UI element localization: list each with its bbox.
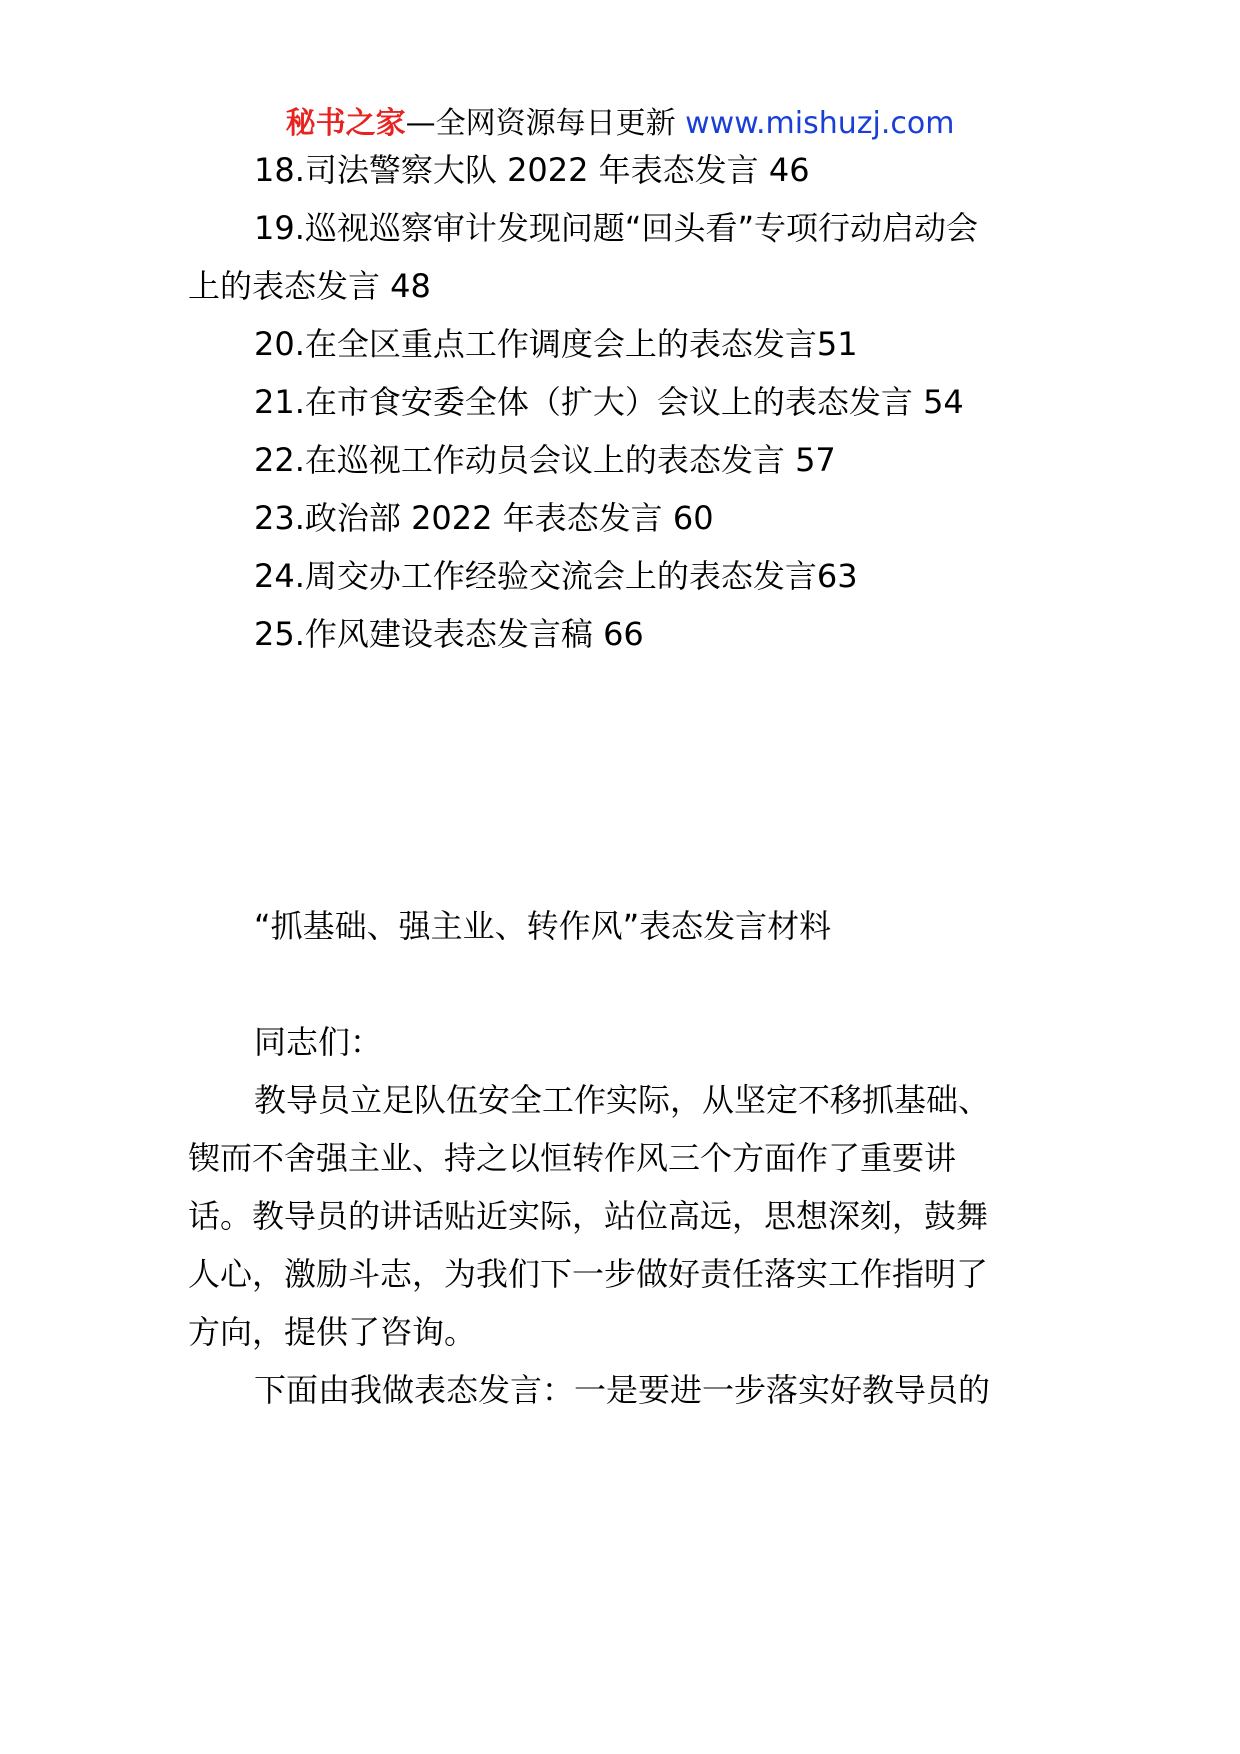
paragraph-1-line-3: 话。教导员的讲话贴近实际，站位高远，思想深刻，鼓舞	[188, 1197, 989, 1235]
salutation: 同志们：	[254, 1023, 383, 1061]
paragraph-1-line-5: 方向，提供了咨询。	[188, 1313, 477, 1351]
paragraph-1-line-4: 人心，激励斗志，为我们下一步做好责任落实工作指明了	[188, 1255, 989, 1293]
toc-entry-24: 24.周交办工作经验交流会上的表态发言63	[254, 557, 858, 595]
toc-entry-23: 23.政治部 2022 年表态发言 60	[254, 499, 714, 537]
toc-entry-25: 25.作风建设表态发言稿 66	[254, 615, 644, 653]
site-url[interactable]: www.mishuzj.com	[685, 106, 955, 141]
paragraph-1-line-1: 教导员立足队伍安全工作实际，从坚定不移抓基础、	[254, 1081, 991, 1119]
paragraph-1-line-2: 锲而不舍强主业、持之以恒转作风三个方面作了重要讲	[188, 1139, 957, 1177]
toc-entry-21: 21.在市食安委全体（扩大）会议上的表态发言 54	[254, 383, 964, 421]
paragraph-2-line-1: 下面由我做表态发言：一是要进一步落实好教导员的	[254, 1371, 991, 1409]
toc-entry-19: 19.巡视巡察审计发现问题“回头看”专项行动启动会	[254, 209, 979, 247]
header-tagline: —全网资源每日更新	[405, 106, 686, 141]
toc-entry-19-continued: 上的表态发言 48	[188, 267, 431, 305]
article-title: “抓基础、强主业、转作风”表态发言材料	[254, 907, 832, 945]
toc-entry-20: 20.在全区重点工作调度会上的表态发言51	[254, 325, 858, 363]
brand-name: 秘书之家	[285, 106, 406, 141]
site-header	[0, 102, 1240, 146]
toc-entry-18: 18.司法警察大队 2022 年表态发言 46	[254, 151, 810, 189]
toc-entry-22: 22.在巡视工作动员会议上的表态发言 57	[254, 441, 836, 479]
